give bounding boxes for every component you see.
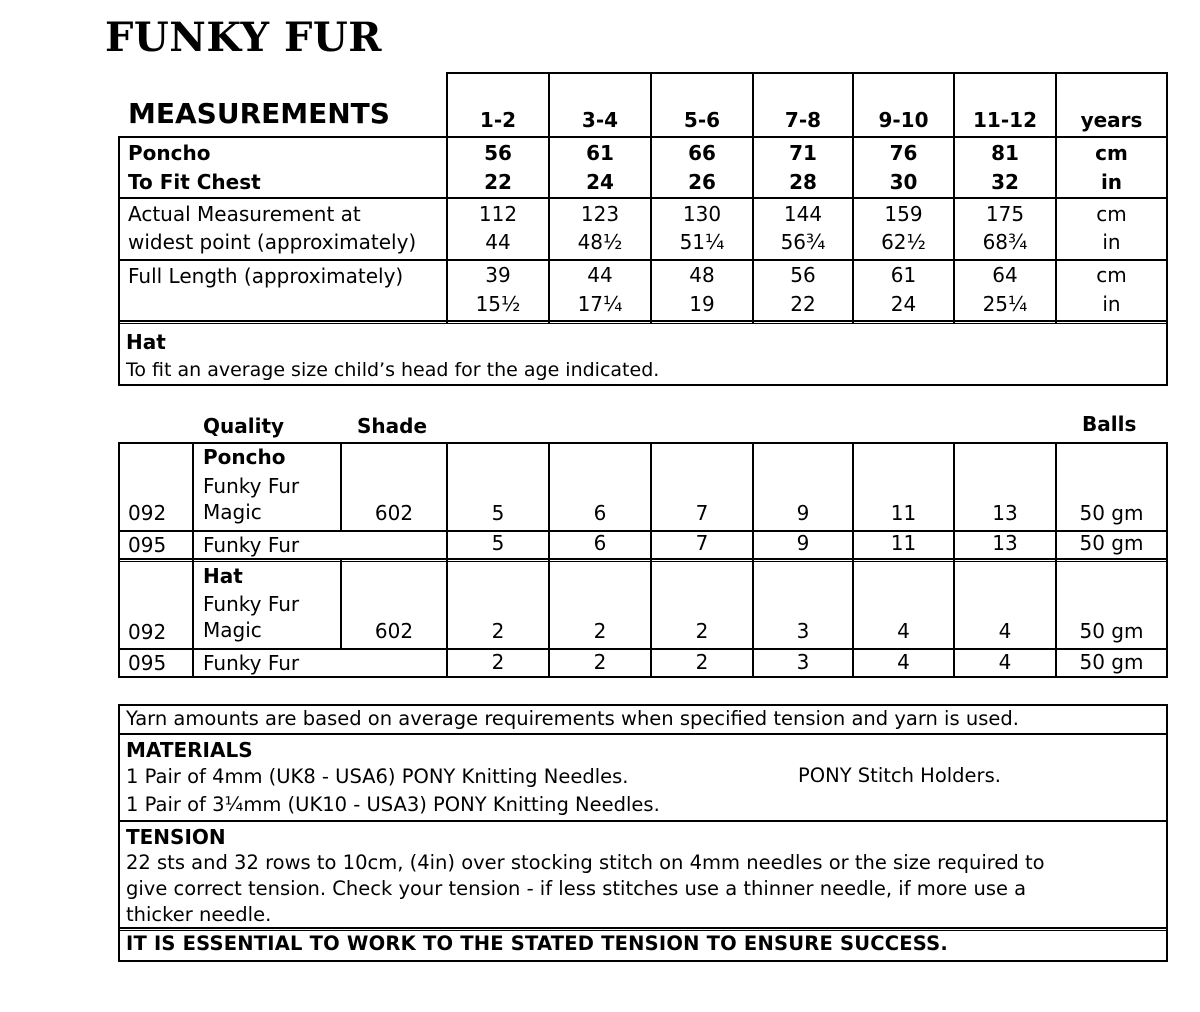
cell: 39: [485, 263, 511, 287]
border: [118, 704, 120, 962]
border: [118, 136, 1168, 138]
border: [118, 136, 120, 386]
unit-cell: 50 gm: [1079, 501, 1144, 525]
unit-cell: in: [1102, 292, 1121, 316]
tension-heading: TENSION: [126, 825, 226, 849]
size-header: 9-10: [878, 108, 929, 132]
row-divider: [118, 820, 1168, 822]
balls-cell: 2: [593, 619, 607, 643]
cell: 32: [991, 170, 1019, 194]
cell: 130: [682, 202, 722, 226]
cell: 62½: [881, 230, 926, 254]
cell: 123: [580, 202, 620, 226]
yarn-name: Funky Fur: [203, 592, 300, 616]
balls-cell: 2: [593, 650, 607, 674]
quality-code: 095: [128, 651, 167, 675]
col-divider: [192, 442, 194, 678]
cell: 22: [484, 170, 512, 194]
unit-header: years: [1080, 108, 1143, 132]
cell: 15½: [475, 292, 521, 316]
materials-line: 1 Pair of 3¼mm (UK10 - USA3) PONY Knitting Needles.: [126, 793, 660, 816]
materials-heading: MATERIALS: [126, 738, 253, 762]
quality-header: Quality: [203, 414, 285, 438]
yarn-name: Funky Fur: [203, 533, 300, 557]
border: [446, 72, 1168, 74]
cell: 24: [890, 292, 917, 316]
quality-code: 092: [128, 620, 167, 644]
yarn-name: Funky Fur: [203, 651, 300, 675]
unit-cell: cm: [1096, 263, 1127, 287]
materials-line: 1 Pair of 4mm (UK8 - USA6) PONY Knitting Needles.: [126, 765, 629, 788]
tension-line: give correct tension. Check your tension - if less stitches use a thinner needle, if more use a: [126, 877, 1027, 900]
cell: 56: [484, 141, 512, 165]
essential-note: IT IS ESSENTIAL TO WORK TO THE STATED TENSION TO ENSURE SUCCESS.: [126, 932, 949, 955]
cell: 144: [783, 202, 823, 226]
border: [1166, 72, 1168, 386]
balls-cell: 9: [796, 531, 810, 555]
unit-cell: cm: [1095, 141, 1128, 165]
border: [118, 442, 1168, 444]
balls-header: Balls: [1082, 412, 1137, 436]
balls-cell: 5: [491, 531, 505, 555]
row-divider: [118, 197, 1168, 199]
yarn-name: Magic: [203, 618, 262, 642]
balls-cell: 4: [998, 619, 1012, 643]
border: [1166, 704, 1168, 962]
row-divider: [118, 733, 1168, 735]
cell: 159: [884, 202, 923, 226]
cell: 81: [991, 141, 1019, 165]
balls-cell: 11: [890, 501, 917, 525]
materials-extra: PONY Stitch Holders.: [798, 764, 1001, 787]
cell: 25¼: [982, 292, 1028, 316]
balls-cell: 3: [796, 650, 810, 674]
balls-cell: 13: [992, 531, 1018, 555]
cell: 22: [790, 292, 816, 316]
row-label: Actual Measurement at: [128, 202, 361, 226]
balls-cell: 7: [695, 531, 709, 555]
balls-cell: 5: [491, 501, 505, 525]
tension-line: thicker needle.: [126, 903, 272, 926]
size-header: 11-12: [973, 108, 1037, 132]
document-title: FUNKY FUR: [105, 14, 383, 61]
cell: 175: [985, 202, 1025, 226]
border: [118, 960, 1168, 962]
group-label: Hat: [203, 564, 243, 588]
row-divider: [118, 927, 1168, 931]
cell: 24: [586, 170, 614, 194]
cell: 44: [587, 263, 613, 287]
cell: 28: [789, 170, 817, 194]
balls-cell: 2: [491, 619, 505, 643]
balls-cell: 6: [593, 531, 607, 555]
balls-cell: 2: [491, 650, 505, 674]
row-divider: [118, 259, 1168, 261]
border: [118, 676, 1168, 678]
shade-header: Shade: [357, 414, 428, 438]
size-header: 7-8: [784, 108, 822, 132]
cell: 30: [889, 170, 918, 194]
quality-code: 092: [128, 501, 167, 525]
unit-cell: 50 gm: [1079, 650, 1144, 674]
cell: 26: [688, 170, 716, 194]
balls-cell: 2: [695, 619, 709, 643]
balls-cell: 4: [897, 619, 910, 643]
balls-cell: 4: [897, 650, 910, 674]
yarn-name: Magic: [203, 500, 262, 524]
hat-text: To fit an average size child’s head for the age indicated.: [126, 359, 660, 381]
row-label: widest point (approximately): [128, 230, 417, 254]
cell: 71: [789, 141, 817, 165]
balls-cell: 7: [695, 501, 709, 525]
balls-cell: 11: [890, 531, 917, 555]
row-divider: [118, 558, 1168, 562]
tension-line: 22 sts and 32 rows to 10cm, (4in) over stocking stitch on 4mm needles or the size required to: [126, 851, 1045, 874]
unit-cell: in: [1102, 230, 1121, 254]
size-header: 3-4: [581, 108, 619, 132]
cell: 48½: [577, 230, 623, 254]
balls-cell: 4: [998, 650, 1012, 674]
balls-cell: 3: [796, 619, 810, 643]
row-label: To Fit Chest: [128, 170, 261, 194]
row-divider: [118, 320, 1168, 324]
border: [118, 704, 1168, 706]
cell: 112: [478, 202, 518, 226]
balls-cell: 6: [593, 501, 607, 525]
quality-code: 095: [128, 533, 167, 557]
cell: 48: [689, 263, 715, 287]
balls-cell: 2: [695, 650, 709, 674]
balls-cell: 13: [992, 501, 1018, 525]
unit-cell: 50 gm: [1079, 619, 1144, 643]
size-header: 5-6: [683, 108, 721, 132]
cell: 56¾: [780, 230, 826, 254]
yarn-name: Funky Fur: [203, 474, 300, 498]
cell: 61: [586, 141, 614, 165]
cell: 19: [689, 292, 715, 316]
yarn-note: Yarn amounts are based on average requirements when specified tension and yarn is used.: [126, 707, 1019, 730]
row-label: Poncho: [128, 141, 211, 165]
cell: 64: [992, 263, 1018, 287]
hat-label: Hat: [126, 330, 166, 354]
shade-cell: 602: [374, 501, 414, 525]
cell: 66: [688, 141, 716, 165]
row-label: Full Length (approximately): [128, 264, 404, 288]
cell: 61: [890, 263, 917, 287]
unit-cell: in: [1100, 170, 1123, 194]
unit-cell: cm: [1096, 202, 1127, 226]
cell: 56: [790, 263, 816, 287]
unit-cell: 50 gm: [1079, 531, 1144, 555]
group-label: Poncho: [203, 445, 286, 469]
cell: 68¾: [982, 230, 1028, 254]
cell: 44: [485, 230, 511, 254]
measurements-heading: MEASUREMENTS: [128, 97, 390, 130]
cell: 17¼: [577, 292, 623, 316]
shade-cell: 602: [374, 619, 414, 643]
balls-cell: 9: [796, 501, 810, 525]
border: [118, 384, 1168, 386]
size-header: 1-2: [479, 108, 517, 132]
cell: 51¼: [679, 230, 725, 254]
cell: 76: [889, 141, 918, 165]
